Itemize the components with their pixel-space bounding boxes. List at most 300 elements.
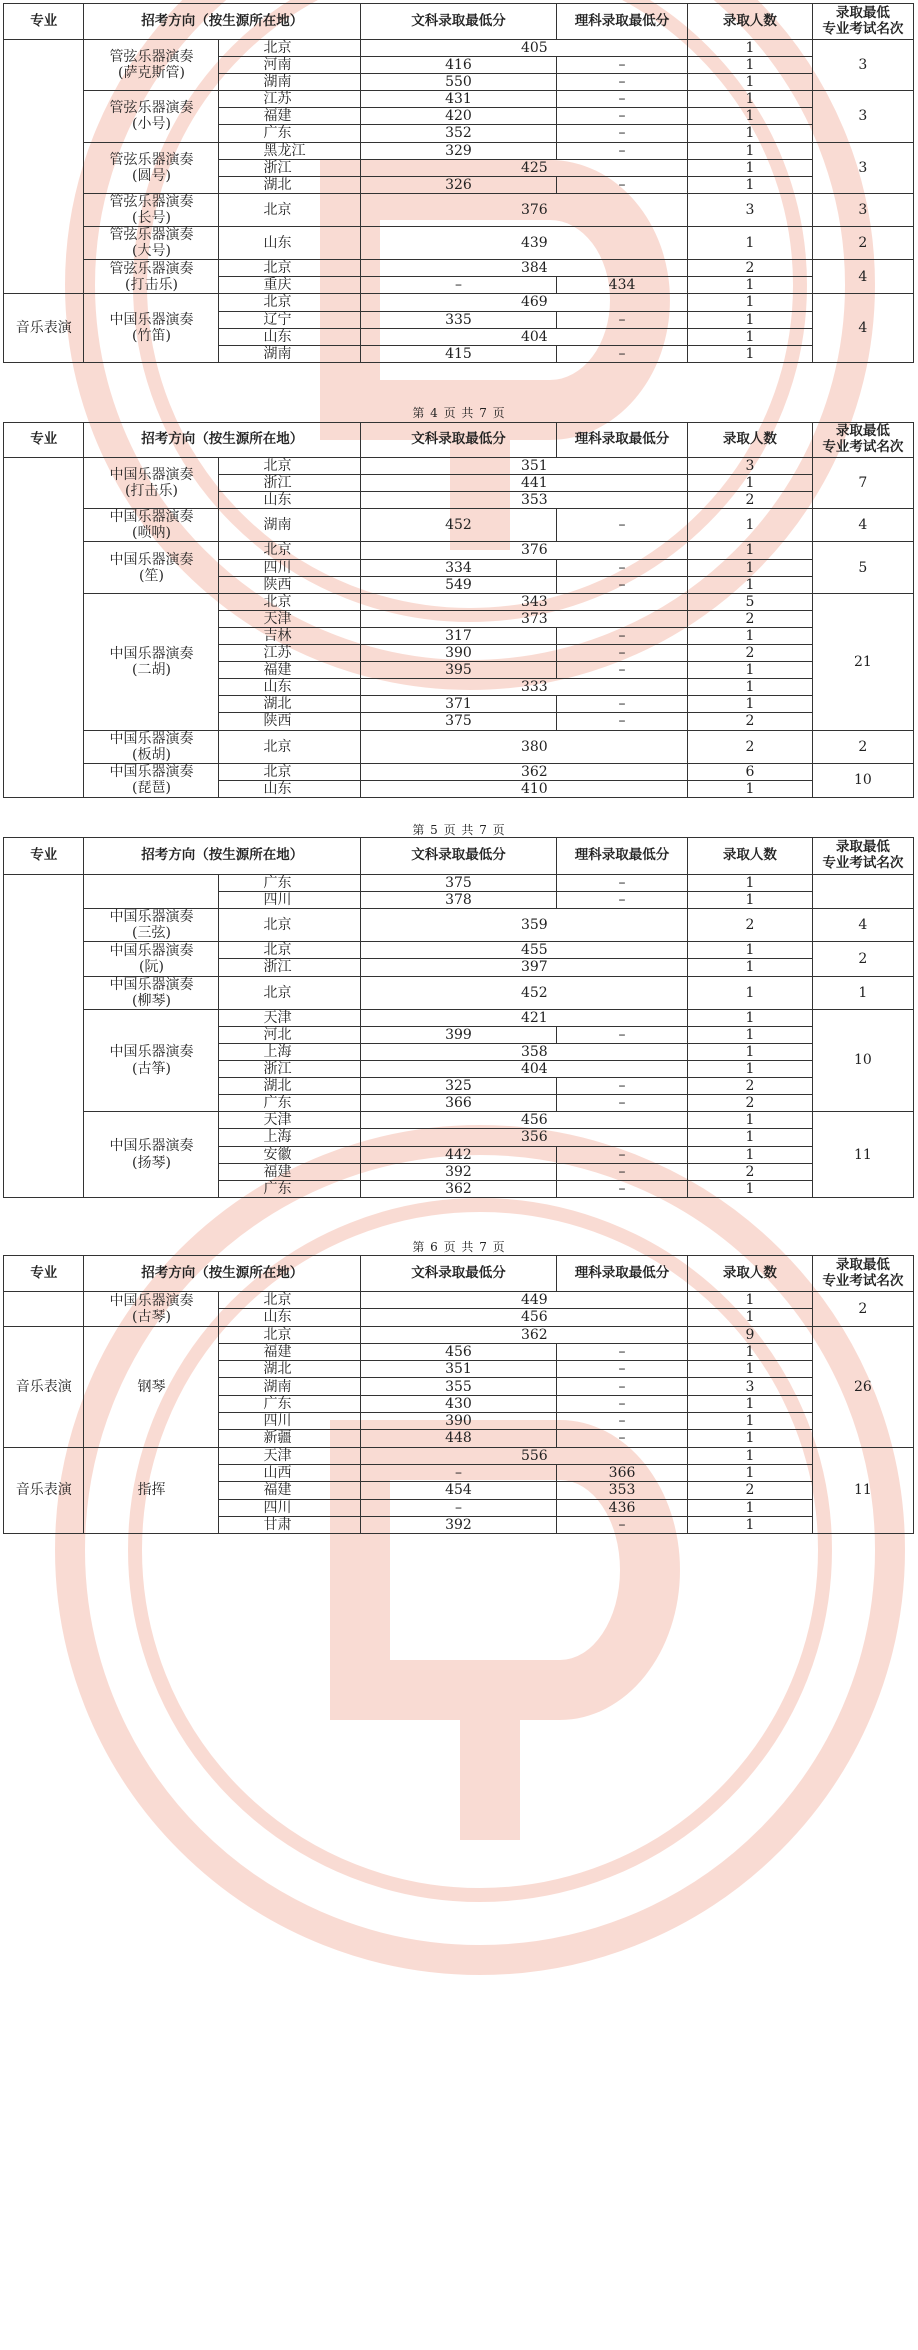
- direction-cell: [84, 193, 219, 226]
- score-cell-merged: 351: [360, 458, 687, 475]
- province-cell: 新疆: [219, 1430, 360, 1447]
- direction-instrument: (长号): [132, 209, 171, 226]
- science-score-cell: –: [556, 576, 687, 593]
- direction-name: 中国乐器演奏: [109, 509, 194, 526]
- science-score-cell: –: [556, 1095, 687, 1112]
- direction-cell: [84, 1009, 219, 1112]
- admit-count-cell: 1: [688, 277, 813, 294]
- province-cell: 江苏: [219, 91, 360, 108]
- header-direction: 招考方向（按生源所在地）: [84, 1256, 360, 1292]
- province-cell: 四川: [219, 559, 360, 576]
- table-row: [4, 260, 914, 277]
- admit-count-cell: 1: [688, 475, 813, 492]
- header-rank-line1: 录取最低: [835, 423, 890, 440]
- admit-count-cell: 1: [688, 875, 813, 892]
- science-score-cell: –: [556, 645, 687, 662]
- arts-score-cell: 420: [360, 108, 556, 125]
- province-cell: 北京: [219, 458, 360, 475]
- province-cell: 上海: [219, 1129, 360, 1146]
- province-cell: 山东: [219, 492, 360, 509]
- arts-score-cell: 352: [360, 125, 556, 142]
- table-row: [4, 730, 914, 763]
- min-rank-cell: 1: [812, 976, 913, 1009]
- admit-count-cell: 1: [688, 559, 813, 576]
- direction-name: 中国乐器演奏: [109, 1044, 194, 1061]
- province-cell: 四川: [219, 1413, 360, 1430]
- province-cell: 北京: [219, 1292, 360, 1309]
- arts-score-cell: 378: [360, 892, 556, 909]
- province-cell: 福建: [219, 108, 360, 125]
- admit-count-cell: 1: [688, 959, 813, 976]
- science-score-cell: –: [556, 1146, 687, 1163]
- header-major: 专业: [4, 838, 84, 875]
- arts-score-cell: 317: [360, 627, 556, 644]
- direction-name: 管弦乐器演奏: [109, 100, 194, 117]
- direction-name: 中国乐器演奏: [109, 942, 194, 959]
- table-row: [4, 227, 914, 260]
- score-cell-merged: 343: [360, 593, 687, 610]
- direction-cell: [84, 730, 219, 763]
- science-score-cell: –: [556, 125, 687, 142]
- direction-cell: [84, 1292, 219, 1327]
- min-rank-cell: 10: [812, 763, 913, 797]
- province-cell: 湖北: [219, 1361, 360, 1378]
- province-cell: 四川: [219, 1499, 360, 1516]
- province-cell: 福建: [219, 1343, 360, 1360]
- science-score-cell: –: [556, 1430, 687, 1447]
- min-rank-cell: 4: [812, 260, 913, 294]
- direction-cell: [84, 909, 219, 942]
- header-arts-score: 文科录取最低分: [360, 423, 556, 458]
- province-cell: 湖南: [219, 74, 360, 91]
- direction-name: 中国乐器演奏: [109, 312, 194, 328]
- province-cell: 陕西: [219, 576, 360, 593]
- score-cell-merged: 384: [360, 260, 687, 277]
- header-rank-line2: 专业考试名次: [822, 20, 904, 37]
- min-rank-cell: 21: [812, 593, 913, 730]
- admit-count-cell: 1: [688, 1413, 813, 1430]
- admit-count-cell: 1: [688, 1026, 813, 1043]
- header-rank: [812, 4, 913, 40]
- science-score-cell: 434: [556, 277, 687, 294]
- table-row: [4, 40, 914, 57]
- header-direction: 招考方向（按生源所在地）: [84, 4, 360, 40]
- header-direction: 招考方向（按生源所在地）: [84, 838, 360, 875]
- arts-score-cell: –: [360, 1464, 556, 1481]
- score-cell-merged: 376: [360, 193, 687, 226]
- province-cell: 黑龙江: [219, 142, 360, 159]
- province-cell: 天津: [219, 1009, 360, 1026]
- page-footer: 第 5 页 共 7 页: [412, 823, 506, 837]
- admit-count-cell: 3: [688, 458, 813, 475]
- province-cell: 河南: [219, 57, 360, 74]
- admission-table: [3, 422, 914, 798]
- province-cell: 福建: [219, 1163, 360, 1180]
- direction-name: 管弦乐器演奏: [109, 260, 194, 277]
- admit-count-cell: 9: [688, 1326, 813, 1343]
- min-rank-cell: [812, 875, 913, 909]
- page-footer: 第 4 页 共 7 页: [412, 406, 506, 420]
- arts-score-cell: 452: [360, 509, 556, 542]
- header-science-score: 理科录取最低分: [556, 423, 687, 458]
- score-cell-merged: 362: [360, 763, 687, 780]
- direction-name: 指挥: [137, 1482, 166, 1499]
- header-rank-line1: 录取最低: [835, 4, 890, 21]
- major-cell: [4, 875, 84, 1198]
- score-cell-merged: 449: [360, 1292, 687, 1309]
- min-rank-cell: 5: [812, 542, 913, 593]
- province-cell: 广东: [219, 1180, 360, 1197]
- admit-count-cell: 5: [688, 593, 813, 610]
- admit-count-cell: 1: [688, 91, 813, 108]
- min-rank-cell: 11: [812, 1447, 913, 1533]
- direction-cell: [84, 227, 219, 260]
- science-score-cell: –: [556, 1078, 687, 1095]
- arts-score-cell: 416: [360, 57, 556, 74]
- header-major: 专业: [4, 423, 84, 458]
- arts-score-cell: 334: [360, 559, 556, 576]
- science-score-cell: –: [556, 74, 687, 91]
- admit-count-cell: 1: [688, 1430, 813, 1447]
- direction-cell: [84, 542, 219, 593]
- arts-score-cell: 392: [360, 1516, 556, 1533]
- province-cell: 湖北: [219, 176, 360, 193]
- arts-score-cell: 325: [360, 1078, 556, 1095]
- header-rank-line2: 专业考试名次: [822, 439, 904, 455]
- admit-count-cell: 2: [688, 713, 813, 730]
- major-cell: [4, 458, 84, 798]
- direction-cell: [84, 142, 219, 193]
- admit-count-cell: 6: [688, 763, 813, 780]
- admit-count-cell: 1: [688, 1516, 813, 1533]
- arts-score-cell: –: [360, 277, 556, 294]
- arts-score-cell: 375: [360, 713, 556, 730]
- header-rank-line1: 录取最低: [835, 839, 890, 856]
- header-arts-score: 文科录取最低分: [360, 4, 556, 40]
- score-cell-merged: 359: [360, 909, 687, 942]
- science-score-cell: –: [556, 176, 687, 193]
- direction-cell: [84, 458, 219, 509]
- province-cell: 山东: [219, 328, 360, 345]
- direction-instrument: (扬琴): [132, 1154, 171, 1171]
- admit-count-cell: 1: [688, 345, 813, 362]
- science-score-cell: –: [556, 108, 687, 125]
- province-cell: 北京: [219, 294, 360, 311]
- admit-count-cell: 1: [688, 1447, 813, 1464]
- science-score-cell: 366: [556, 1464, 687, 1481]
- min-rank-cell: 2: [812, 227, 913, 260]
- admit-count-cell: 1: [688, 227, 813, 260]
- min-rank-cell: 26: [812, 1326, 913, 1447]
- header-rank: [812, 423, 913, 458]
- arts-score-cell: 431: [360, 91, 556, 108]
- score-cell-merged: 439: [360, 227, 687, 260]
- direction-instrument: (古筝): [132, 1060, 171, 1077]
- score-cell-merged: 410: [360, 780, 687, 797]
- table-row: [4, 1009, 914, 1026]
- admission-table: [3, 1255, 914, 1534]
- province-cell: 湖南: [219, 1378, 360, 1395]
- direction-name: 中国乐器演奏: [109, 1138, 194, 1155]
- header-rank: [812, 838, 913, 875]
- province-cell: 湖南: [219, 509, 360, 542]
- direction-cell: [84, 91, 219, 142]
- admit-count-cell: 1: [688, 1146, 813, 1163]
- admit-count-cell: 1: [688, 1499, 813, 1516]
- arts-score-cell: 430: [360, 1395, 556, 1412]
- admit-count-cell: 1: [688, 942, 813, 959]
- direction-name: 中国乐器演奏: [109, 909, 194, 926]
- admit-count-cell: 1: [688, 176, 813, 193]
- admit-count-cell: 1: [688, 1395, 813, 1412]
- science-score-cell: –: [556, 1163, 687, 1180]
- admit-count-cell: 2: [688, 492, 813, 509]
- table-row: [4, 875, 914, 892]
- province-cell: 北京: [219, 909, 360, 942]
- table-page-6: [3, 837, 914, 1198]
- province-cell: 北京: [219, 763, 360, 780]
- science-score-cell: –: [556, 509, 687, 542]
- direction-instrument: (古琴): [132, 1308, 171, 1325]
- province-cell: 浙江: [219, 1061, 360, 1078]
- science-score-cell: –: [556, 696, 687, 713]
- score-cell-merged: 376: [360, 542, 687, 559]
- admit-count-cell: 1: [688, 576, 813, 593]
- province-cell: 甘肃: [219, 1516, 360, 1533]
- province-cell: 天津: [219, 1447, 360, 1464]
- province-cell: 北京: [219, 942, 360, 959]
- direction-instrument: (打击乐): [125, 276, 178, 293]
- admit-count-cell: 1: [688, 1343, 813, 1360]
- direction-name: 中国乐器演奏: [109, 467, 194, 484]
- science-score-cell: –: [556, 875, 687, 892]
- province-cell: 北京: [219, 260, 360, 277]
- province-cell: 福建: [219, 662, 360, 679]
- min-rank-cell: 4: [812, 909, 913, 942]
- science-score-cell: –: [556, 1026, 687, 1043]
- admit-count-cell: 1: [688, 159, 813, 176]
- admit-count-cell: 2: [688, 909, 813, 942]
- min-rank-cell: 3: [812, 193, 913, 226]
- admit-count-cell: 1: [688, 294, 813, 311]
- admit-count-cell: 1: [688, 1464, 813, 1481]
- admit-count-cell: 1: [688, 108, 813, 125]
- science-score-cell: –: [556, 142, 687, 159]
- province-cell: 山东: [219, 227, 360, 260]
- table-page-5: [3, 422, 914, 798]
- province-cell: 山东: [219, 1309, 360, 1326]
- admit-count-cell: 1: [688, 328, 813, 345]
- direction-cell: [84, 593, 219, 730]
- admit-count-cell: 1: [688, 1180, 813, 1197]
- major-cell: 音乐表演: [4, 1447, 84, 1533]
- score-cell-merged: 362: [360, 1326, 687, 1343]
- min-rank-cell: 4: [812, 509, 913, 542]
- header-admit-count: 录取人数: [688, 4, 813, 40]
- admit-count-cell: 1: [688, 679, 813, 696]
- province-cell: 湖南: [219, 345, 360, 362]
- province-cell: 天津: [219, 1112, 360, 1129]
- direction-instrument: (笙): [139, 567, 164, 584]
- arts-score-cell: 550: [360, 74, 556, 91]
- province-cell: 上海: [219, 1043, 360, 1060]
- direction-instrument: (大号): [132, 243, 171, 260]
- score-cell-merged: 373: [360, 610, 687, 627]
- table-row: [4, 509, 914, 542]
- admit-count-cell: 1: [688, 1361, 813, 1378]
- header-major: 专业: [4, 4, 84, 40]
- province-cell: 四川: [219, 892, 360, 909]
- science-score-cell: –: [556, 662, 687, 679]
- header-science-score: 理科录取最低分: [556, 838, 687, 875]
- province-cell: 安徽: [219, 1146, 360, 1163]
- table-row: [4, 542, 914, 559]
- province-cell: 山东: [219, 679, 360, 696]
- admit-count-cell: 1: [688, 1043, 813, 1060]
- direction-name: 管弦乐器演奏: [109, 49, 194, 66]
- arts-score-cell: 399: [360, 1026, 556, 1043]
- header-admit-count: 录取人数: [688, 1256, 813, 1292]
- science-score-cell: –: [556, 713, 687, 730]
- science-score-cell: –: [556, 91, 687, 108]
- admit-count-cell: 2: [688, 260, 813, 277]
- score-cell-merged: 456: [360, 1112, 687, 1129]
- table-row: [4, 942, 914, 959]
- arts-score-cell: 448: [360, 1430, 556, 1447]
- table-row: [4, 1447, 914, 1464]
- admit-count-cell: 1: [688, 142, 813, 159]
- table-row: [4, 193, 914, 226]
- score-cell-merged: 456: [360, 1309, 687, 1326]
- arts-score-cell: 366: [360, 1095, 556, 1112]
- science-score-cell: –: [556, 1361, 687, 1378]
- admit-count-cell: 1: [688, 74, 813, 91]
- score-cell-merged: 353: [360, 492, 687, 509]
- admit-count-cell: 1: [688, 1009, 813, 1026]
- table-row: [4, 458, 914, 475]
- admit-count-cell: 2: [688, 645, 813, 662]
- header-admit-count: 录取人数: [688, 423, 813, 458]
- score-cell-merged: 358: [360, 1043, 687, 1060]
- arts-score-cell: 390: [360, 645, 556, 662]
- header-admit-count: 录取人数: [688, 838, 813, 875]
- science-score-cell: –: [556, 1516, 687, 1533]
- direction-instrument: (柳琴): [132, 992, 171, 1009]
- header-major: 专业: [4, 1256, 84, 1292]
- admit-count-cell: 1: [688, 696, 813, 713]
- province-cell: 山东: [219, 780, 360, 797]
- direction-name: 中国乐器演奏: [109, 645, 194, 662]
- direction-name: 管弦乐器演奏: [109, 227, 194, 244]
- page-footer: 第 6 页 共 7 页: [412, 1240, 506, 1254]
- score-cell-merged: 452: [360, 976, 687, 1009]
- direction-instrument: (二胡): [132, 661, 171, 678]
- direction-cell: [84, 509, 219, 542]
- table-row: [4, 294, 914, 311]
- score-cell-merged: 556: [360, 1447, 687, 1464]
- direction-instrument: (唢呐): [132, 525, 171, 542]
- header-science-score: 理科录取最低分: [556, 4, 687, 40]
- direction-cell: [84, 976, 219, 1009]
- admission-table: [3, 837, 914, 1198]
- admit-count-cell: 1: [688, 1292, 813, 1309]
- table-row: [4, 976, 914, 1009]
- min-rank-cell: 7: [812, 458, 913, 509]
- direction-cell: [84, 1112, 219, 1197]
- province-cell: 北京: [219, 40, 360, 57]
- arts-score-cell: 549: [360, 576, 556, 593]
- arts-score-cell: 454: [360, 1482, 556, 1499]
- major-cell: [4, 1292, 84, 1327]
- table-row: [4, 1112, 914, 1129]
- admit-count-cell: 1: [688, 892, 813, 909]
- admit-count-cell: 1: [688, 1061, 813, 1078]
- direction-cell: [84, 294, 219, 362]
- table-row: [4, 909, 914, 942]
- admit-count-cell: 1: [688, 40, 813, 57]
- direction-name: 管弦乐器演奏: [109, 193, 194, 210]
- direction-cell: [84, 40, 219, 91]
- science-score-cell: –: [556, 559, 687, 576]
- admit-count-cell: 1: [688, 662, 813, 679]
- admit-count-cell: 1: [688, 1129, 813, 1146]
- direction-name: 钢琴: [137, 1378, 166, 1395]
- science-score-cell: –: [556, 1343, 687, 1360]
- direction-name: 中国乐器演奏: [109, 551, 194, 568]
- score-cell-merged: 455: [360, 942, 687, 959]
- direction-name: 管弦乐器演奏: [109, 151, 194, 168]
- direction-cell: [84, 875, 219, 909]
- table-row: [4, 763, 914, 780]
- province-cell: 北京: [219, 976, 360, 1009]
- admit-count-cell: 1: [688, 125, 813, 142]
- province-cell: 湖北: [219, 1078, 360, 1095]
- header-arts-score: 文科录取最低分: [360, 838, 556, 875]
- arts-score-cell: 326: [360, 176, 556, 193]
- min-rank-cell: 2: [812, 1292, 913, 1327]
- arts-score-cell: 362: [360, 1180, 556, 1197]
- direction-cell: [84, 260, 219, 294]
- score-cell-merged: 333: [360, 679, 687, 696]
- admit-count-cell: 1: [688, 1309, 813, 1326]
- admit-count-cell: 1: [688, 509, 813, 542]
- direction-cell: [84, 942, 219, 976]
- science-score-cell: –: [556, 57, 687, 74]
- admission-table: [3, 3, 914, 363]
- science-score-cell: 353: [556, 1482, 687, 1499]
- table-row: [4, 1326, 914, 1343]
- direction-instrument: (圆号): [132, 167, 171, 184]
- admit-count-cell: 2: [688, 1482, 813, 1499]
- direction-name: 中国乐器演奏: [109, 976, 194, 993]
- admit-count-cell: 3: [688, 193, 813, 226]
- province-cell: 浙江: [219, 159, 360, 176]
- province-cell: 广东: [219, 1095, 360, 1112]
- score-cell-merged: 380: [360, 730, 687, 763]
- province-cell: 陕西: [219, 713, 360, 730]
- min-rank-cell: 3: [812, 142, 913, 193]
- arts-score-cell: 329: [360, 142, 556, 159]
- min-rank-cell: 11: [812, 1112, 913, 1197]
- direction-instrument: (打击乐): [125, 483, 178, 500]
- arts-score-cell: 456: [360, 1343, 556, 1360]
- arts-score-cell: 335: [360, 311, 556, 328]
- province-cell: 天津: [219, 610, 360, 627]
- arts-score-cell: 371: [360, 696, 556, 713]
- major-cell: 音乐表演: [4, 294, 84, 362]
- admit-count-cell: 2: [688, 610, 813, 627]
- province-cell: 辽宁: [219, 311, 360, 328]
